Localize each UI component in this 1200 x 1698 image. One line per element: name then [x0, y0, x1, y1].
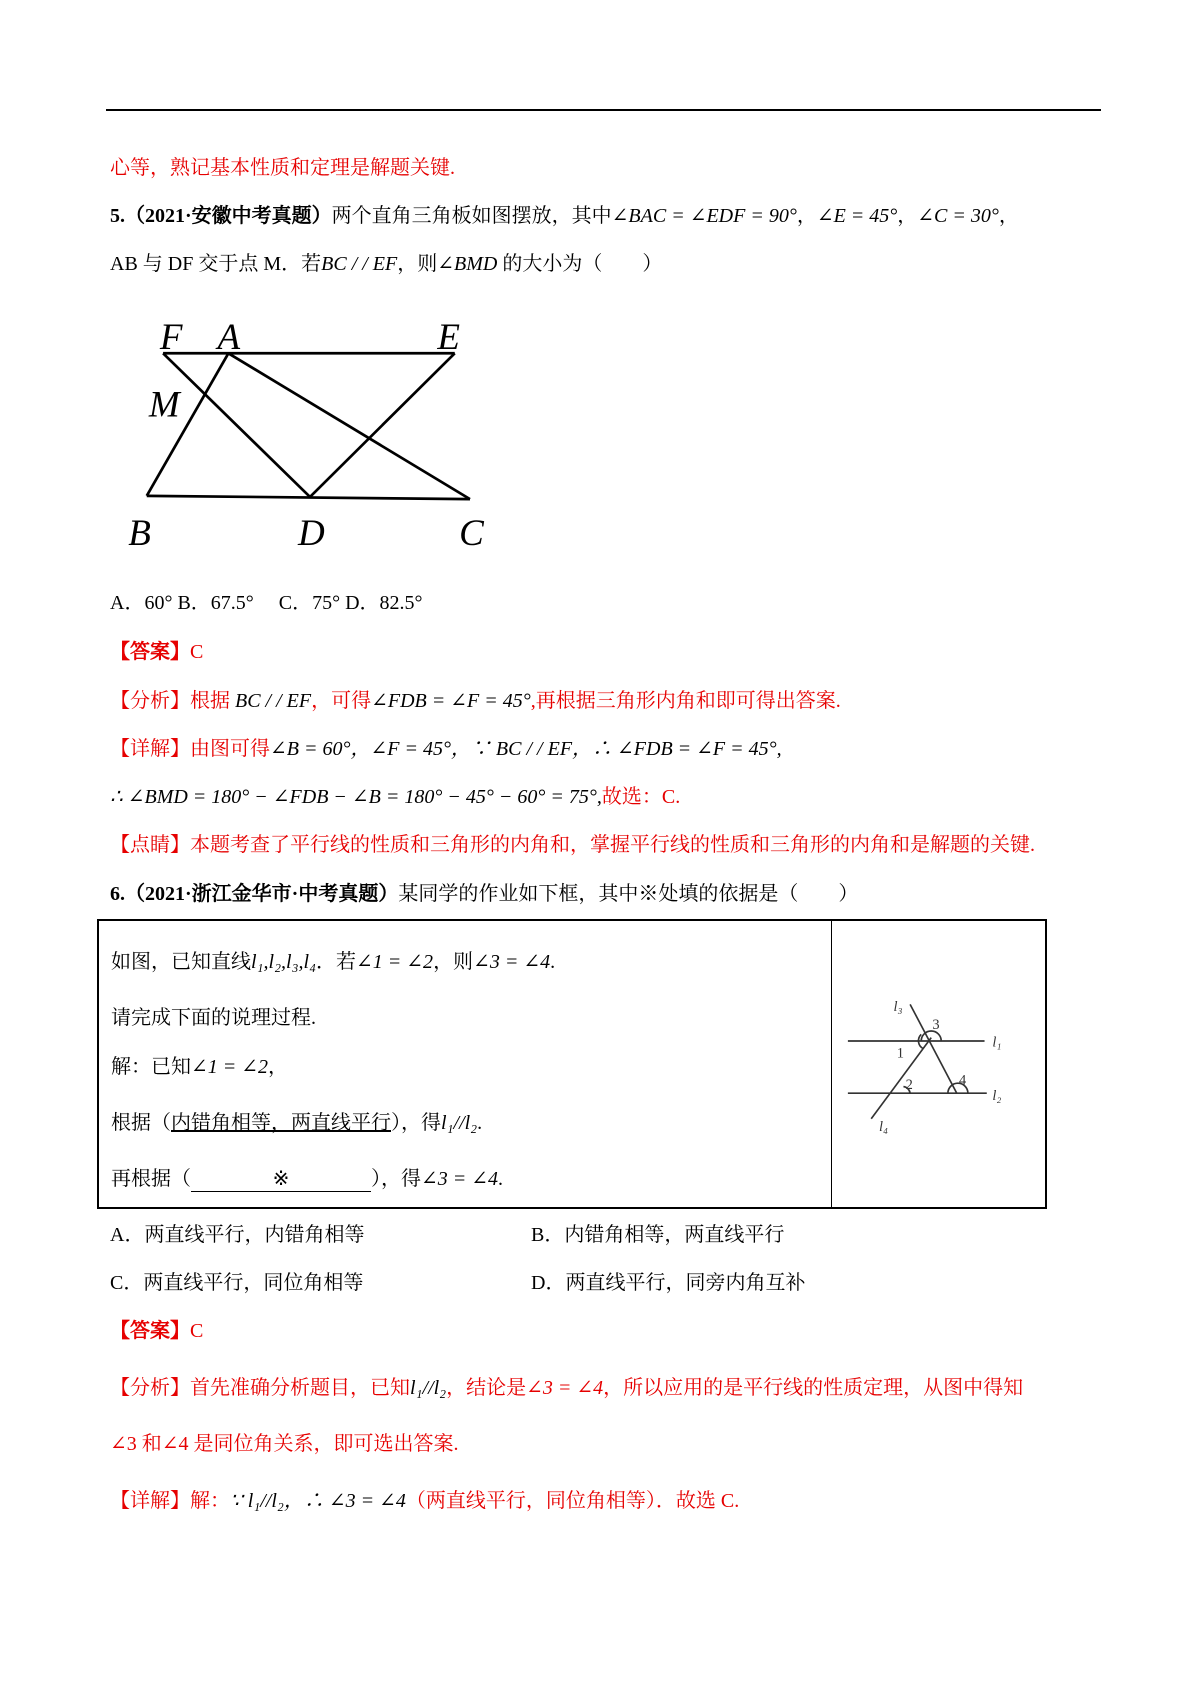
q5-stem-line1: 5.（2021·安徽中考真题）两个直角三角板如图摆放，其中∠BAC = ∠EDF = 90°，∠E = 45°，∠C = 30°， [110, 205, 1019, 227]
label-D: D [298, 512, 325, 554]
label-l1: l₁ [992, 1034, 1002, 1051]
q6-stem [110, 882, 858, 906]
analysis-tag: 【分析】 [110, 1377, 190, 1399]
detail-tag: 【详解】 [110, 1490, 190, 1512]
text: 首先准确分析题目，已知 [190, 1377, 410, 1399]
label-M: M [148, 384, 180, 426]
text: ，则 [397, 253, 438, 275]
underlined-reason: 内错角相等，两直线平行 [171, 1112, 391, 1134]
text: 根据（ [111, 1112, 171, 1134]
q5-number: 5. [110, 205, 125, 227]
text: 本题考查了平行线的性质和三角形的内角和，掌握平行线的性质和三角形的内角和是解题的关键. [190, 834, 1035, 856]
math: ∴ ∠BMD = 180° − ∠FDB − ∠B = 180° − 45° − 60° = 75°, [110, 786, 602, 808]
answer-tag: 【答案】 [110, 641, 190, 663]
q6-source: （2021·浙江金华市·中考真题） [125, 883, 399, 905]
math: ∠3 = ∠4 [421, 1168, 499, 1190]
math: ∠BMD [437, 253, 498, 275]
text: ，结论是 [446, 1377, 527, 1399]
angle-4: 4 [959, 1072, 967, 1089]
q6-option-c: C．两直线平行，同位角相等 [110, 1272, 364, 1294]
text: （两直线平行，同位角相等）．故选 C. [405, 1490, 740, 1512]
q5-triangle-figure [125, 316, 495, 556]
q5-detail-line2 [110, 785, 680, 809]
answer-value: C [190, 1320, 204, 1342]
blank-field: ※ [191, 1167, 371, 1192]
text: 如图，已知直线 [111, 951, 251, 973]
detail-tag: 【详解】 [110, 738, 190, 760]
q6-homework-box [97, 919, 1047, 1209]
q5-source: （2021·安徽中考真题） [125, 205, 332, 227]
text: ，可得 [311, 690, 372, 712]
text: 的大小为（ ） [497, 253, 663, 275]
label-B: B [128, 512, 151, 554]
math: BC / / EF [235, 690, 312, 712]
q5-stem: 两个直角三角板如图摆放，其中 [331, 205, 612, 227]
box-line2: 请完成下面的说理过程. [111, 1007, 316, 1029]
q6-analysis [110, 1376, 1023, 1400]
math: ∠1 = ∠2 [191, 1056, 269, 1078]
q6-option-b: B．内错角相等，两直线平行 [531, 1224, 785, 1246]
q6-option-d: D．两直线平行，同旁内角互补 [531, 1272, 806, 1294]
label-l2: l₂ [992, 1087, 1002, 1104]
text: 解： [190, 1490, 230, 1512]
box-line4 [111, 1111, 482, 1135]
q6-analysis-line2: ∠3 和∠4 是同位角关系，即可选出答案. [110, 1433, 459, 1455]
q5-comment [110, 833, 1035, 857]
angle-1: 1 [896, 1045, 904, 1062]
q6-answer [110, 1319, 203, 1343]
answer-value: C [190, 641, 204, 663]
analysis-tag: 【分析】 [110, 690, 190, 712]
angle-2: 2 [905, 1076, 913, 1093]
math: ∠BAC = ∠EDF = 90° [611, 205, 797, 227]
math: l₁,l₂,l₃,l₄ [251, 951, 317, 973]
label-l3: l₃ [893, 999, 903, 1016]
text: 某同学的作业如下框，其中※处填的依据是（ ） [398, 883, 859, 905]
q5-analysis [110, 689, 841, 713]
text: 解：已知 [111, 1056, 191, 1078]
math: ∠E = 45° [816, 205, 898, 227]
box-line1 [111, 950, 555, 974]
text: ．若 [316, 951, 357, 973]
q5-answer [110, 640, 203, 664]
label-A: A [217, 316, 241, 358]
math: ∠C = 30° [917, 205, 999, 227]
previous-text-tail: 心等，熟记基本性质和定理是解题关键. [110, 157, 455, 179]
text: ），得 [371, 1168, 421, 1190]
label-F: F [159, 316, 183, 358]
text: 故选：C. [601, 786, 681, 808]
q6-parallel-lines-figure [839, 991, 1019, 1141]
text: ， [268, 1056, 289, 1078]
q6-option-a: A．两直线平行，内错角相等 [110, 1224, 365, 1246]
label-l4: l₄ [879, 1119, 889, 1136]
q5-detail [110, 737, 782, 761]
math: BC / / EF [321, 253, 398, 275]
q6-number: 6. [110, 883, 125, 905]
text: . [550, 951, 556, 973]
header-rule [106, 109, 1101, 111]
text: ，则 [433, 951, 474, 973]
text: 再根据（ [111, 1168, 191, 1190]
q5-stem-line2 [110, 252, 662, 276]
math: ∠FDB = ∠F = 45° [371, 690, 531, 712]
text: 由图可得 [190, 738, 270, 760]
math: ∠3 = ∠4 [526, 1377, 604, 1399]
label-C: C [459, 512, 484, 554]
text: 根据 [190, 690, 235, 712]
q6-detail [110, 1489, 739, 1513]
comment-tag: 【点睛】 [110, 834, 190, 856]
q5-options: A．60° B．67.5° C．75° D．82.5° [110, 592, 423, 614]
box-divider [831, 921, 832, 1207]
text: . [477, 1112, 483, 1134]
box-line5 [111, 1167, 503, 1192]
text: AB 与 DF 交于点 M．若 [110, 253, 322, 275]
text: ，所以应用的是平行线的性质定理，从图中得知 [603, 1377, 1024, 1399]
math: l₁//l₂ [441, 1112, 478, 1134]
text: . [498, 1168, 504, 1190]
math: ∠B = 60°，∠F = 45°，∵ BC / / EF，∴ ∠FDB = ∠F = 45°, [270, 738, 782, 760]
box-line3 [111, 1055, 288, 1079]
math: ∠3 = ∠4 [473, 951, 551, 973]
text: ），得 [391, 1112, 441, 1134]
text: ,再根据三角形内角和即可得出答案. [530, 690, 841, 712]
angle-3: 3 [932, 1016, 940, 1033]
math: l₁//l₂ [410, 1377, 447, 1399]
answer-tag: 【答案】 [110, 1320, 190, 1342]
math: ∠1 = ∠2 [356, 951, 434, 973]
label-E: E [437, 316, 460, 358]
math: ∵ l₁//l₂，∴ ∠3 = ∠4 [230, 1490, 406, 1512]
